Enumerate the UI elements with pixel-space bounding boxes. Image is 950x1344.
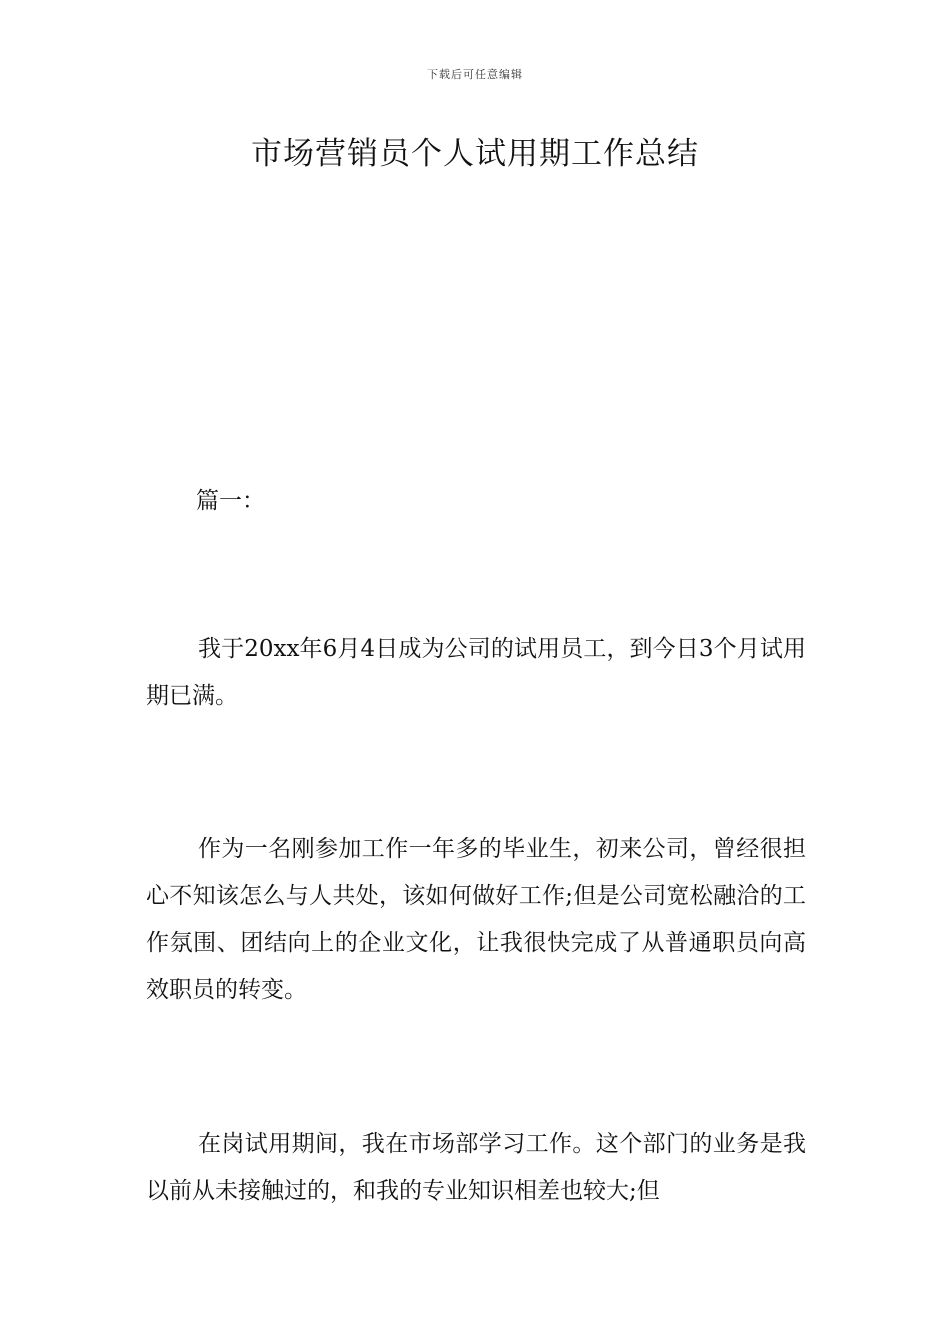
- paragraph-2: 作为一名刚参加工作一年多的毕业生，初来公司，曾经很担心不知该怎么与人共处，该如何做好工作;但是公司宽松融洽的工作氛围、团结向上的企业文化，让我很快完成了从普通职员向高效职员的转变。: [146, 836, 806, 1003]
- header-note: 下载后可任意编辑: [427, 68, 523, 81]
- paragraph-1: 我于20xx年6月4日成为公司的试用员工，到今日3个月试用期已满。: [146, 636, 806, 709]
- document-title: 市场营销员个人试用期工作总结: [251, 136, 699, 172]
- section-label: 篇一：: [196, 488, 265, 514]
- paragraph-3: 在岗试用期间，我在市场部学习工作。这个部门的业务是我以前从未接触过的，和我的专业知识相差也较大;但: [146, 1131, 806, 1204]
